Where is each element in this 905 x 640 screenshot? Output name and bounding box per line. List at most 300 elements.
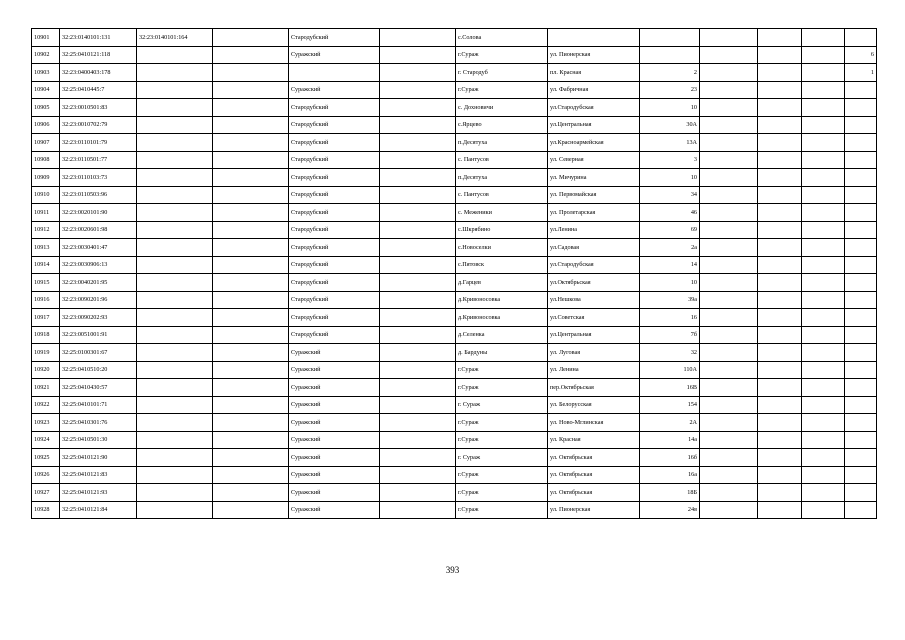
table-cell: 10903 xyxy=(32,64,60,82)
table-cell xyxy=(137,256,213,274)
table-row xyxy=(32,466,877,484)
table-cell: 154 xyxy=(640,396,700,414)
table-cell xyxy=(845,99,877,117)
table-row xyxy=(32,81,877,99)
table-cell xyxy=(213,344,289,362)
table-cell xyxy=(700,326,758,344)
table-cell: 10902 xyxy=(32,46,60,64)
table-cell: 10906 xyxy=(32,116,60,134)
table-cell xyxy=(213,99,289,117)
table-cell xyxy=(700,291,758,309)
table-cell xyxy=(380,379,456,397)
table-cell xyxy=(380,309,456,327)
table-cell xyxy=(758,81,802,99)
table-cell xyxy=(213,431,289,449)
table-cell: Стародубский xyxy=(289,134,380,152)
table-cell xyxy=(380,291,456,309)
registry-table-body xyxy=(32,29,877,519)
table-cell: 2 xyxy=(640,64,700,82)
table-row xyxy=(32,484,877,502)
table-cell: Стародубский xyxy=(289,169,380,187)
table-cell xyxy=(213,239,289,257)
table-cell: г.Сураж xyxy=(456,361,548,379)
table-cell: 10926 xyxy=(32,466,60,484)
table-cell xyxy=(758,484,802,502)
table-cell: пл. Красная xyxy=(548,64,640,82)
table-cell: Суражский xyxy=(289,466,380,484)
table-cell: 32:25:0410121:118 xyxy=(60,46,137,64)
table-row xyxy=(32,449,877,467)
table-row xyxy=(32,414,877,432)
table-cell xyxy=(802,361,845,379)
table-cell xyxy=(213,116,289,134)
table-cell xyxy=(700,151,758,169)
table-cell: 32:23:0010702:79 xyxy=(60,116,137,134)
table-cell xyxy=(213,64,289,82)
table-row xyxy=(32,221,877,239)
table-row xyxy=(32,116,877,134)
table-cell xyxy=(845,396,877,414)
table-cell xyxy=(213,221,289,239)
table-cell: 32:23:0030906:13 xyxy=(60,256,137,274)
table-cell: г.Сураж xyxy=(456,46,548,64)
table-cell xyxy=(845,431,877,449)
table-cell xyxy=(758,414,802,432)
table-cell xyxy=(137,326,213,344)
table-cell: 32:23:0400403:178 xyxy=(60,64,137,82)
table-cell: ул.Ленина xyxy=(548,221,640,239)
table-cell: 32:23:0010501:83 xyxy=(60,99,137,117)
table-cell: с. Меженики xyxy=(456,204,548,222)
table-cell: 10914 xyxy=(32,256,60,274)
table-cell xyxy=(380,134,456,152)
table-cell xyxy=(213,379,289,397)
table-cell: 10924 xyxy=(32,431,60,449)
table-cell: 32:25:0410501:30 xyxy=(60,431,137,449)
table-row xyxy=(32,64,877,82)
table-cell: 69 xyxy=(640,221,700,239)
table-row xyxy=(32,169,877,187)
table-cell xyxy=(758,396,802,414)
table-cell xyxy=(380,396,456,414)
table-cell: Стародубский xyxy=(289,221,380,239)
table-cell xyxy=(758,501,802,519)
table-cell: 14 xyxy=(640,256,700,274)
table-cell: Стародубский xyxy=(289,239,380,257)
table-cell: 6 xyxy=(845,46,877,64)
table-cell xyxy=(137,466,213,484)
table-cell xyxy=(137,309,213,327)
table-cell: Суражский xyxy=(289,501,380,519)
table-cell xyxy=(213,169,289,187)
table-cell: Суражский xyxy=(289,431,380,449)
table-cell xyxy=(213,414,289,432)
table-cell xyxy=(802,256,845,274)
table-cell xyxy=(700,414,758,432)
table-cell xyxy=(845,274,877,292)
table-cell xyxy=(137,291,213,309)
table-cell xyxy=(845,484,877,502)
table-cell xyxy=(137,99,213,117)
table-cell: 7б xyxy=(640,326,700,344)
table-cell xyxy=(845,134,877,152)
table-cell: 10904 xyxy=(32,81,60,99)
table-cell xyxy=(758,46,802,64)
table-cell: с.Новоселки xyxy=(456,239,548,257)
table-row xyxy=(32,186,877,204)
table-cell xyxy=(380,81,456,99)
table-cell xyxy=(137,414,213,432)
table-cell: 16б xyxy=(640,449,700,467)
table-cell: 32 xyxy=(640,344,700,362)
table-cell xyxy=(380,501,456,519)
table-cell: д.Селенка xyxy=(456,326,548,344)
table-cell: Стародубский xyxy=(289,326,380,344)
table-cell: ул.Садовая xyxy=(548,239,640,257)
table-cell: 10916 xyxy=(32,291,60,309)
table-cell: 32:25:0410121:90 xyxy=(60,449,137,467)
table-cell: ул. Ново-Мглинская xyxy=(548,414,640,432)
table-cell xyxy=(700,431,758,449)
table-cell: 46 xyxy=(640,204,700,222)
table-cell: 32:23:0110503:96 xyxy=(60,186,137,204)
table-cell xyxy=(137,46,213,64)
table-cell: 10 xyxy=(640,169,700,187)
table-cell: ул. Октябрьская xyxy=(548,484,640,502)
table-cell xyxy=(845,204,877,222)
table-cell: 32:25:0410101:71 xyxy=(60,396,137,414)
table-cell: 32:25:0410121:84 xyxy=(60,501,137,519)
table-cell xyxy=(802,134,845,152)
table-cell: Стародубский xyxy=(289,151,380,169)
table-cell: 2а xyxy=(640,239,700,257)
table-cell xyxy=(700,379,758,397)
table-cell: 32:23:0140101:131 xyxy=(60,29,137,47)
table-cell: д. Бардуны xyxy=(456,344,548,362)
table-cell: 32:23:0090202:93 xyxy=(60,309,137,327)
table-cell xyxy=(845,169,877,187)
table-cell: Суражский xyxy=(289,484,380,502)
table-cell xyxy=(213,46,289,64)
table-cell: с. Дохновичи xyxy=(456,99,548,117)
table-cell xyxy=(700,256,758,274)
table-cell xyxy=(845,221,877,239)
table-cell: 3 xyxy=(640,151,700,169)
table-cell xyxy=(700,501,758,519)
table-cell xyxy=(700,396,758,414)
table-cell xyxy=(802,274,845,292)
table-cell xyxy=(213,274,289,292)
table-cell xyxy=(700,186,758,204)
table-cell xyxy=(640,29,700,47)
table-cell: г.Сураж xyxy=(456,414,548,432)
table-cell xyxy=(758,291,802,309)
table-cell xyxy=(380,186,456,204)
table-cell: 32:25:0410121:93 xyxy=(60,484,137,502)
table-cell xyxy=(700,169,758,187)
table-cell xyxy=(700,116,758,134)
table-cell: ул.Центральная xyxy=(548,326,640,344)
table-cell: Суражский xyxy=(289,414,380,432)
table-cell: 32:25:0410430:57 xyxy=(60,379,137,397)
table-cell: 2А xyxy=(640,414,700,432)
table-cell: Суражский xyxy=(289,81,380,99)
table-cell xyxy=(700,29,758,47)
table-cell xyxy=(802,431,845,449)
table-cell: с.Солова xyxy=(456,29,548,47)
table-cell xyxy=(137,396,213,414)
table-cell xyxy=(758,431,802,449)
table-cell xyxy=(213,449,289,467)
table-cell: 32:23:0110101:79 xyxy=(60,134,137,152)
table-cell xyxy=(802,344,845,362)
table-cell xyxy=(137,274,213,292)
table-cell: ул. Пролетарская xyxy=(548,204,640,222)
table-cell xyxy=(137,134,213,152)
table-row xyxy=(32,361,877,379)
table-cell: 10923 xyxy=(32,414,60,432)
table-cell: 14а xyxy=(640,431,700,449)
table-cell: 32:23:0051001:91 xyxy=(60,326,137,344)
table-row xyxy=(32,204,877,222)
table-cell xyxy=(700,344,758,362)
table-cell: 32:23:0140101:164 xyxy=(137,29,213,47)
table-cell: п.Десятуха xyxy=(456,169,548,187)
table-cell: Стародубский xyxy=(289,186,380,204)
table-cell xyxy=(213,204,289,222)
table-cell: ул. Северная xyxy=(548,151,640,169)
table-cell xyxy=(758,64,802,82)
table-cell xyxy=(213,151,289,169)
table-cell xyxy=(758,326,802,344)
table-cell xyxy=(380,46,456,64)
table-cell: с.Пятовск xyxy=(456,256,548,274)
table-cell xyxy=(213,291,289,309)
table-cell xyxy=(758,449,802,467)
table-cell: 32:23:0090201:96 xyxy=(60,291,137,309)
table-cell xyxy=(380,221,456,239)
table-cell xyxy=(700,361,758,379)
table-cell: 10 xyxy=(640,99,700,117)
table-cell: 10905 xyxy=(32,99,60,117)
table-cell xyxy=(845,379,877,397)
table-row xyxy=(32,46,877,64)
table-row xyxy=(32,291,877,309)
table-cell xyxy=(137,116,213,134)
table-cell: Суражский xyxy=(289,46,380,64)
table-cell xyxy=(137,204,213,222)
table-cell xyxy=(802,309,845,327)
table-cell xyxy=(758,239,802,257)
table-cell: 10921 xyxy=(32,379,60,397)
table-cell xyxy=(700,239,758,257)
table-cell: Стародубский xyxy=(289,204,380,222)
table-cell: 32:25:0410121:83 xyxy=(60,466,137,484)
table-cell xyxy=(380,169,456,187)
table-cell: г.Сураж xyxy=(456,501,548,519)
table-cell xyxy=(137,151,213,169)
table-cell: ул.Стародубская xyxy=(548,256,640,274)
table-cell xyxy=(137,379,213,397)
table-cell: с. Пантусов xyxy=(456,151,548,169)
table-cell xyxy=(213,396,289,414)
table-cell: ул.Красноармейская xyxy=(548,134,640,152)
table-cell: 10913 xyxy=(32,239,60,257)
table-cell: 10928 xyxy=(32,501,60,519)
table-cell: Стародубский xyxy=(289,99,380,117)
table-cell xyxy=(213,29,289,47)
table-cell xyxy=(289,64,380,82)
table-cell: г. Сураж xyxy=(456,449,548,467)
table-cell xyxy=(380,239,456,257)
table-cell xyxy=(802,449,845,467)
table-cell: 23 xyxy=(640,81,700,99)
table-cell xyxy=(213,466,289,484)
table-row xyxy=(32,29,877,47)
table-cell: 16В xyxy=(640,379,700,397)
table-cell: 10918 xyxy=(32,326,60,344)
table-cell xyxy=(845,239,877,257)
table-cell: Суражский xyxy=(289,379,380,397)
table-cell xyxy=(758,186,802,204)
table-cell xyxy=(380,466,456,484)
table-cell xyxy=(845,81,877,99)
table-cell: ул. Белорусская xyxy=(548,396,640,414)
table-cell: 10922 xyxy=(32,396,60,414)
table-cell xyxy=(380,29,456,47)
table-cell: 10901 xyxy=(32,29,60,47)
table-cell xyxy=(137,64,213,82)
table-cell: 32:25:0100301:67 xyxy=(60,344,137,362)
table-cell: ул. Мичурина xyxy=(548,169,640,187)
table-row xyxy=(32,274,877,292)
table-cell xyxy=(137,239,213,257)
table-cell xyxy=(380,151,456,169)
table-cell xyxy=(137,169,213,187)
table-cell: ул.Октябрьская xyxy=(548,274,640,292)
table-row xyxy=(32,431,877,449)
table-cell: Стародубский xyxy=(289,256,380,274)
table-row xyxy=(32,239,877,257)
table-cell: ул. Пионерская xyxy=(548,46,640,64)
table-cell: 32:25:0410445:7 xyxy=(60,81,137,99)
table-cell: г.Сураж xyxy=(456,431,548,449)
table-cell xyxy=(802,484,845,502)
table-cell xyxy=(380,414,456,432)
table-cell xyxy=(700,274,758,292)
table-cell: 10912 xyxy=(32,221,60,239)
table-cell xyxy=(845,186,877,204)
table-cell xyxy=(758,466,802,484)
table-cell xyxy=(700,449,758,467)
table-row xyxy=(32,396,877,414)
table-cell xyxy=(758,99,802,117)
table-cell: 16а xyxy=(640,466,700,484)
table-cell: 13А xyxy=(640,134,700,152)
table-cell xyxy=(137,186,213,204)
table-cell xyxy=(758,274,802,292)
table-cell xyxy=(758,379,802,397)
table-row xyxy=(32,134,877,152)
table-cell xyxy=(213,186,289,204)
page-number: 393 xyxy=(445,565,460,575)
table-cell xyxy=(802,64,845,82)
table-cell xyxy=(380,256,456,274)
table-cell xyxy=(380,274,456,292)
table-cell: 39а xyxy=(640,291,700,309)
table-cell xyxy=(845,116,877,134)
table-cell xyxy=(380,204,456,222)
table-cell xyxy=(845,309,877,327)
table-cell xyxy=(213,81,289,99)
table-cell xyxy=(802,151,845,169)
table-cell: Стародубский xyxy=(289,116,380,134)
table-cell: Стародубский xyxy=(289,29,380,47)
table-cell xyxy=(213,256,289,274)
table-cell xyxy=(758,344,802,362)
table-cell xyxy=(802,466,845,484)
table-cell: Стародубский xyxy=(289,274,380,292)
table-cell: д.Кривоносовка xyxy=(456,291,548,309)
table-cell: 10910 xyxy=(32,186,60,204)
table-row xyxy=(32,326,877,344)
table-cell xyxy=(845,466,877,484)
table-cell: 30А xyxy=(640,116,700,134)
table-cell xyxy=(802,379,845,397)
table-cell: Стародубский xyxy=(289,309,380,327)
table-cell xyxy=(758,221,802,239)
table-cell: ул. Пионерская xyxy=(548,501,640,519)
table-cell xyxy=(137,484,213,502)
table-row xyxy=(32,344,877,362)
table-row xyxy=(32,151,877,169)
table-cell xyxy=(213,134,289,152)
table-cell xyxy=(700,484,758,502)
table-cell xyxy=(758,151,802,169)
table-cell xyxy=(802,81,845,99)
table-cell xyxy=(137,81,213,99)
table-cell: 1 xyxy=(845,64,877,82)
table-cell xyxy=(213,309,289,327)
table-cell xyxy=(137,344,213,362)
table-cell: 10920 xyxy=(32,361,60,379)
table-cell: 32:23:0110103:73 xyxy=(60,169,137,187)
table-cell xyxy=(700,99,758,117)
table-cell: Суражский xyxy=(289,344,380,362)
table-cell: 10909 xyxy=(32,169,60,187)
table-cell xyxy=(137,449,213,467)
table-row xyxy=(32,309,877,327)
table-cell: п.Десятуха xyxy=(456,134,548,152)
table-cell xyxy=(137,431,213,449)
table-cell xyxy=(700,46,758,64)
table-cell: Стародубский xyxy=(289,291,380,309)
table-cell xyxy=(802,414,845,432)
table-cell: г.Сураж xyxy=(456,379,548,397)
table-cell: 32:23:0040201:95 xyxy=(60,274,137,292)
table-cell: ул.Советская xyxy=(548,309,640,327)
table-cell: 32:23:0020601:98 xyxy=(60,221,137,239)
table-cell: ул.Нешкова xyxy=(548,291,640,309)
table-cell: ул. Красная xyxy=(548,431,640,449)
table-cell xyxy=(380,64,456,82)
table-cell: 10 xyxy=(640,274,700,292)
table-cell: ул. Луговая xyxy=(548,344,640,362)
table-cell xyxy=(700,221,758,239)
table-cell xyxy=(700,64,758,82)
table-cell: ул. Первомайская xyxy=(548,186,640,204)
table-row xyxy=(32,501,877,519)
